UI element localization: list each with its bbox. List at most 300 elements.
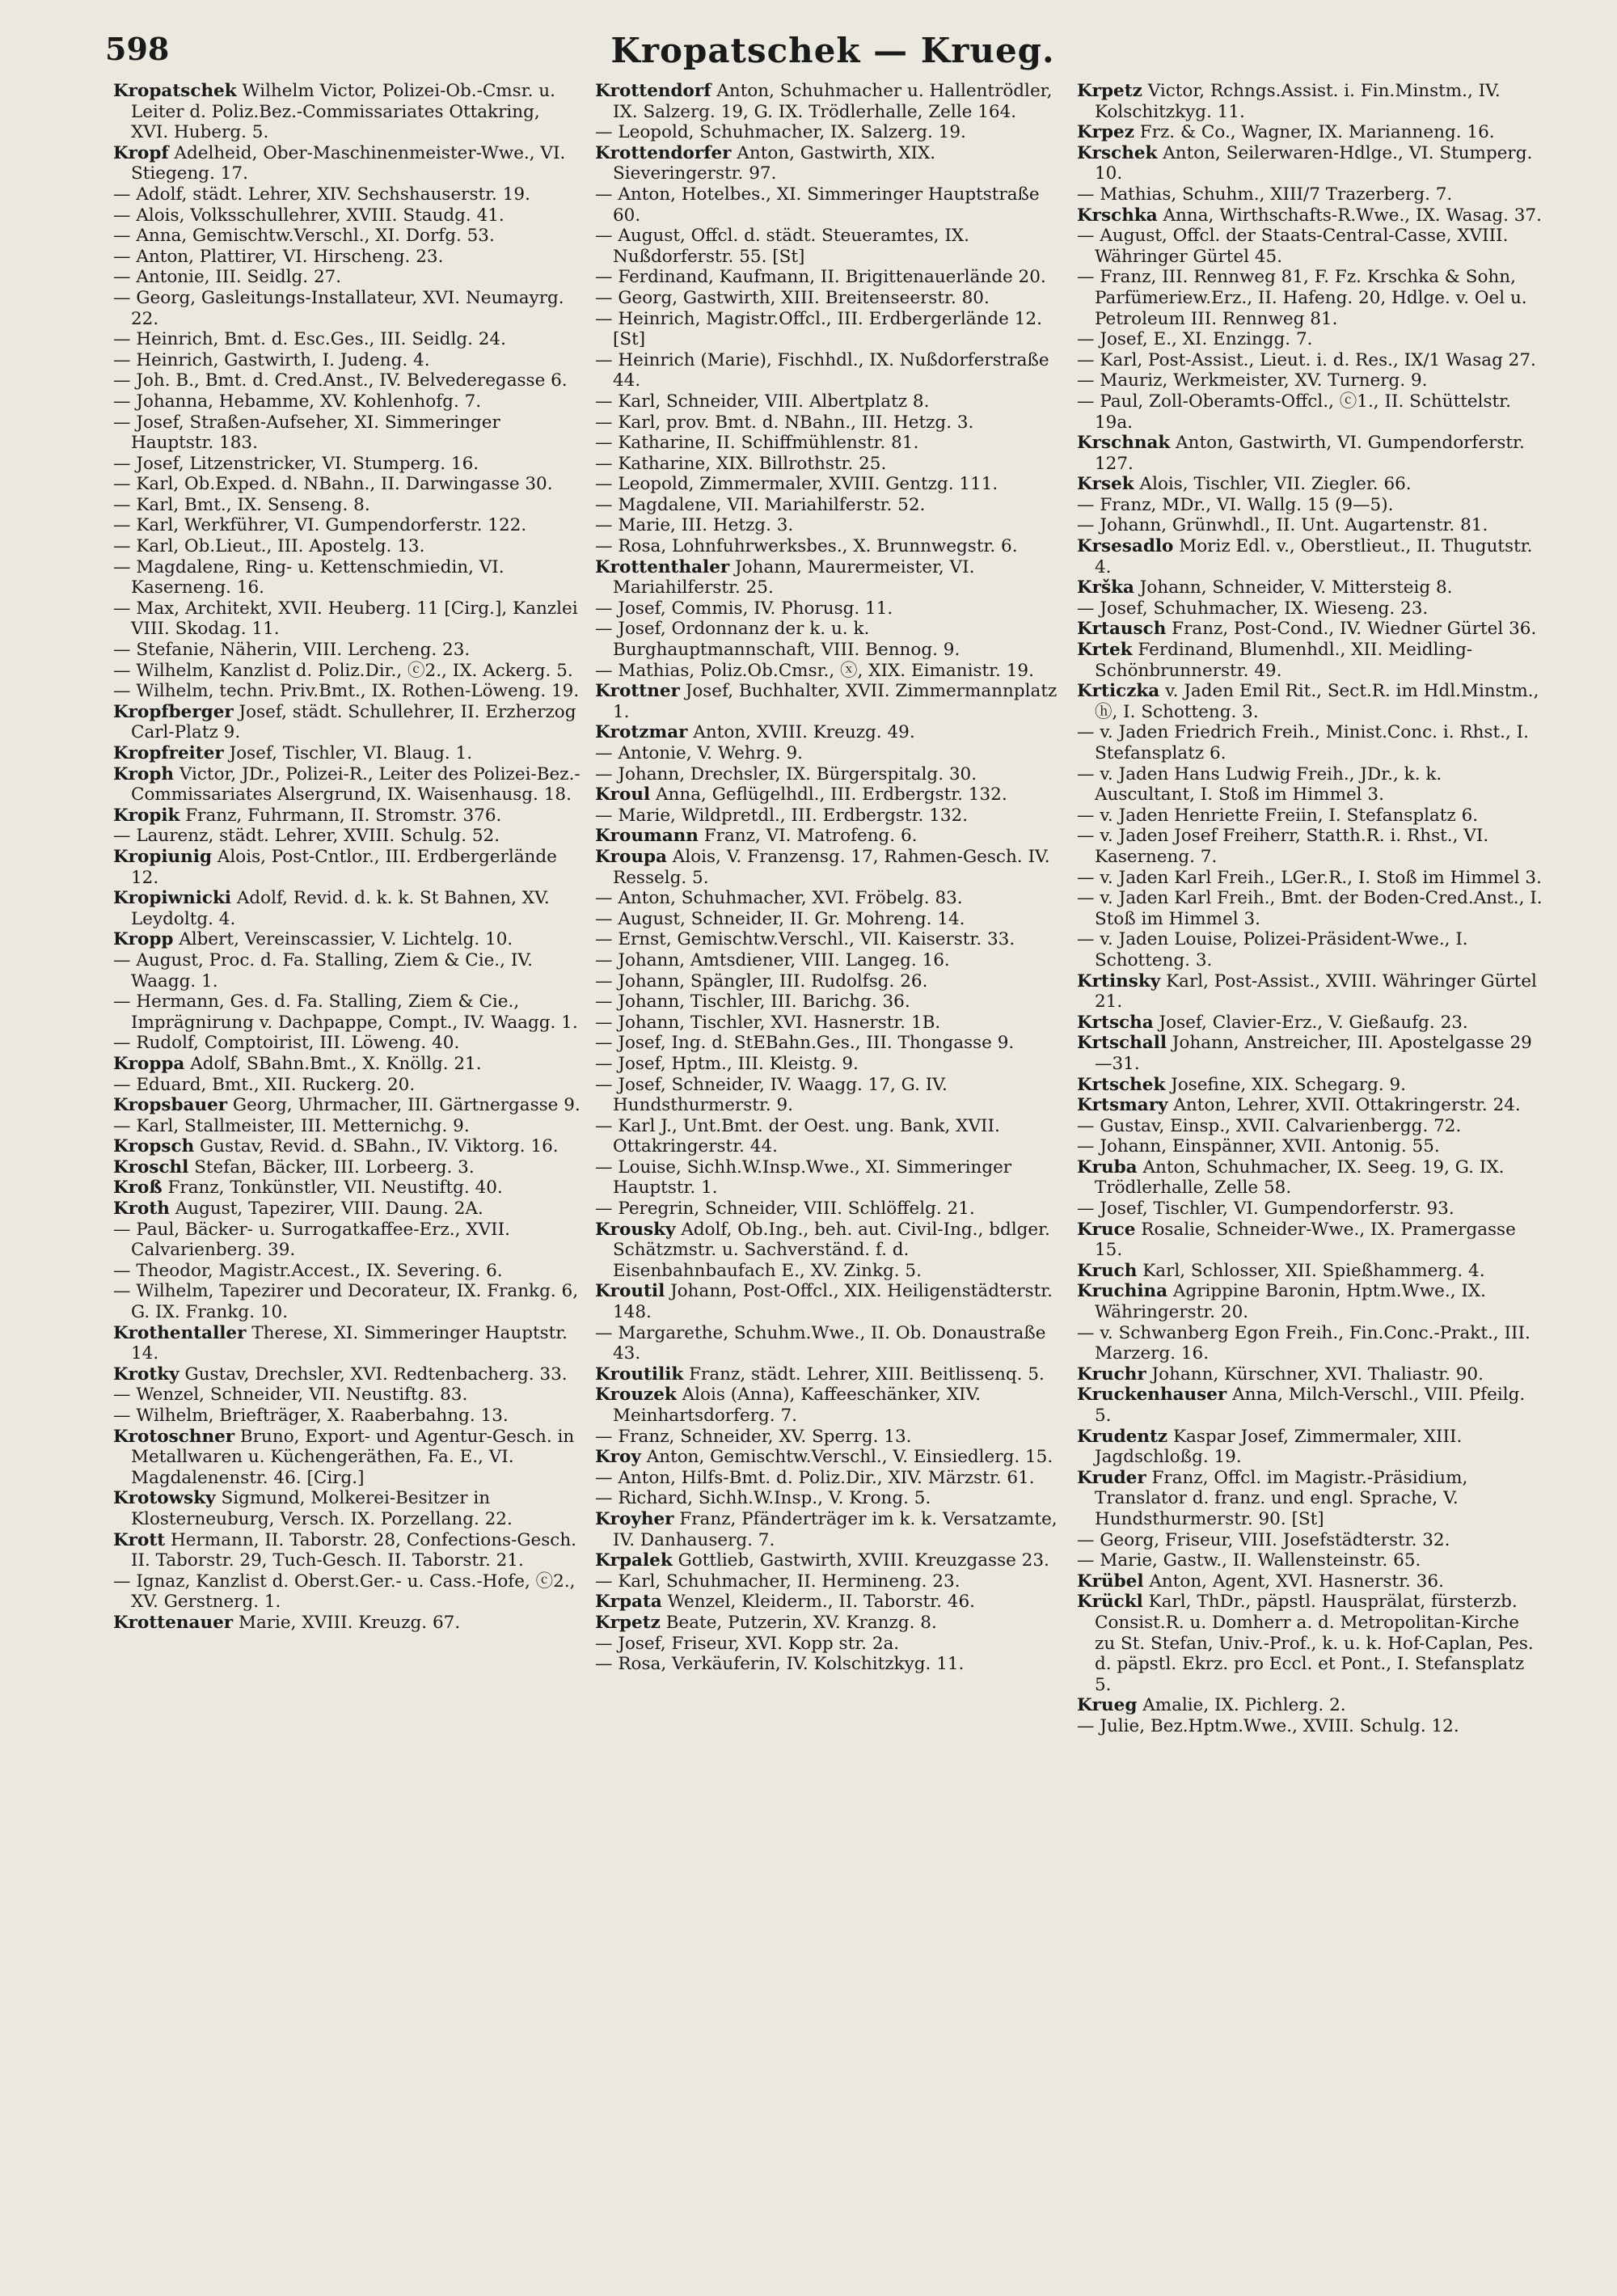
entry-details: Georg, Uhrmacher, III. Gärtnergasse 9.: [227, 1095, 581, 1116]
entry-details: — Ignaz, Kanzlist d. Oberst.Ger.- u. Cass.-Hofe, ⓒ2., XV. Gerstnerg. 1.: [113, 1571, 576, 1613]
directory-entry: [113, 515, 581, 536]
directory-entry: [113, 743, 581, 764]
entry-surname: Kroy: [595, 1447, 641, 1468]
entry-surname: Kropsbauer: [113, 1095, 228, 1116]
directory-entry: [113, 1613, 581, 1634]
entry-details: — Magdalene, Ring- u. Kettenschmiedin, VI. Kaserneng. 16.: [113, 556, 505, 598]
entry-details: Johann, Kürschner, XVI. Thaliastr. 90.: [1146, 1364, 1484, 1385]
directory-entry: [113, 1136, 581, 1157]
entry-details: — Rosa, Verkäuferin, IV. Kolschitzkyg. 11.: [595, 1654, 965, 1675]
entry-details: — v. Jaden Henriette Freiin, I. Stefansplatz 6.: [1077, 805, 1479, 826]
directory-entry: [595, 391, 1062, 412]
entry-details: — Joh. B., Bmt. d. Cred.Anst., IV. Belvederegasse 6.: [113, 370, 568, 391]
entry-surname: Krpalek: [595, 1550, 673, 1571]
entry-details: Amalie, IX. Pichlerg. 2.: [1137, 1695, 1346, 1716]
directory-entry: [113, 1281, 581, 1322]
entry-details: — Josef, Straßen-Aufseher, XI. Simmeringer Hauptstr. 183.: [113, 412, 500, 454]
directory-entry: [1077, 619, 1544, 640]
entry-details: — Heinrich, Bmt. d. Esc.Ges., III. Seidlg. 24.: [113, 329, 506, 350]
entry-details: — Wilhelm, Kanzlist d. Poliz.Dir., ⓒ2., IX. Ackerg. 5.: [113, 660, 573, 681]
directory-entry: [595, 350, 1062, 391]
entry-surname: Krška: [1077, 577, 1134, 598]
entry-details: — Josef, Ing. d. StEBahn.Ges., III. Thongasse 9.: [595, 1033, 1015, 1054]
directory-entry: [595, 598, 1062, 619]
entry-details: Gottlieb, Gastwirth, XVIII. Kreuzgasse 23.: [672, 1550, 1049, 1571]
entry-details: — Karl, prov. Bmt. d. NBahn., III. Hetzg. 3.: [595, 412, 974, 433]
directory-entry: [1077, 681, 1544, 722]
directory-entry: [113, 1054, 581, 1075]
directory-entry: [1077, 1323, 1544, 1364]
entry-details: Adelheid, Ober-Maschinenmeister-Wwe., VI. Stiegeng. 17.: [131, 142, 566, 184]
directory-entry: [1077, 764, 1544, 806]
entry-details: Ferdinand, Blumenhdl., XII. Meidling-Schönbrunnerstr. 49.: [1095, 640, 1473, 681]
entry-details: Marie, XVIII. Kreuzg. 67.: [233, 1612, 461, 1633]
entry-details: Anna, Wirthschafts-R.Wwe., IX. Wasag. 37.: [1157, 205, 1542, 226]
directory-entry: [1077, 81, 1544, 122]
entry-details: — Anna, Gemischtw.Verschl., XI. Dorfg. 53.: [113, 226, 495, 247]
entry-surname: Krsesadlo: [1077, 536, 1174, 557]
entry-surname: Krtausch: [1077, 619, 1167, 640]
entry-details: Karl, ThDr., päpstl. Hausprälat, fürsterzb. Consist.R. u. Domherr a. d. Metropolitan-Kirche zu St. Stefan, Univ.-Prof., k. u. k. Hof-Caplan, Pes. d. päpstl. Ekrz. pro Eccl. et Pont., I. Stefansplatz 5.: [1095, 1592, 1534, 1695]
directory-entry: [1077, 868, 1544, 889]
directory-entry: [1077, 1550, 1544, 1571]
entry-surname: Kruchina: [1077, 1281, 1168, 1302]
entry-details: Adolf, Revid. d. k. k. St Bahnen, XV. Leydoltg. 4.: [131, 888, 550, 929]
entry-details: — Magdalene, VII. Mariahilferstr. 52.: [595, 494, 926, 515]
directory-entry: [113, 391, 581, 412]
entry-surname: Krschka: [1077, 205, 1158, 226]
directory-entry: [113, 1427, 581, 1489]
entry-details: — Georg, Friseur, VIII. Josefstädterstr. 32.: [1077, 1529, 1450, 1550]
directory-entry: [113, 929, 581, 950]
directory-entry: [595, 267, 1062, 288]
entry-details: Alois, V. Franzensg. 17, Rahmen-Gesch. IV. Resselg. 5.: [613, 846, 1050, 888]
entry-details: — Johann, Grünwhdl., II. Unt. Augartenstr. 81.: [1077, 515, 1488, 536]
entry-surname: Krschnak: [1077, 433, 1171, 454]
directory-entry: [595, 412, 1062, 433]
entry-details: — Julie, Bez.Hptm.Wwe., XVIII. Schulg. 12.: [1077, 1715, 1459, 1736]
entry-surname: Krudentz: [1077, 1426, 1168, 1447]
entry-details: Franz, Post-Cond., IV. Wiedner Gürtel 36.: [1166, 619, 1537, 640]
entry-surname: Kroyher: [595, 1508, 674, 1529]
entry-details: — Josef, Commis, IV. Phorusg. 11.: [595, 598, 893, 619]
entry-details: Anton, Schuhmacher u. Hallentrödler, IX. Salzerg. 19, G. IX. Trödlerhalle, Zelle 164.: [613, 81, 1053, 122]
entry-surname: Krticzka: [1077, 681, 1160, 702]
entry-surname: Kropsch: [113, 1136, 195, 1157]
entry-details: Rosalie, Schneider-Wwe., IX. Pramergasse 15.: [1095, 1219, 1516, 1261]
entry-details: — Johann, Tischler, XVI. Hasnerstr. 1B.: [595, 1012, 941, 1033]
entry-surname: Krouzek: [595, 1385, 677, 1406]
directory-entry: [113, 1095, 581, 1116]
entry-details: Franz, Tonkünstler, VII. Neustiftg. 40.: [162, 1178, 503, 1199]
directory-entry: [1077, 370, 1544, 391]
directory-entry: [113, 226, 581, 247]
directory-entry: [1077, 1468, 1544, 1530]
entry-details: — Anton, Hotelbes., XI. Simmeringer Hauptstraße 60.: [595, 184, 1040, 226]
directory-entry: [595, 454, 1062, 475]
directory-entry: [595, 557, 1062, 598]
entry-details: — v. Jaden Friedrich Freih., Minist.Conc. i. Rhst., I. Stefansplatz 6.: [1077, 722, 1529, 763]
directory-entry: [113, 536, 581, 557]
directory-entry: [1077, 1033, 1544, 1074]
entry-details: Wilhelm Victor, Polizei-Ob.-Cmsr. u. Leiter d. Poliz.Bez.-Commissariates Ottakring, XVI. Huberg. 5.: [131, 81, 555, 143]
entry-details: Johann, Schneider, V. Mittersteig 8.: [1134, 577, 1453, 598]
entry-details: Hermann, II. Taborstr. 28, Confections-Gesch. II. Taborstr. 29, Tuch-Gesch. II. Taborstr. 21.: [131, 1529, 577, 1571]
directory-entry: [595, 929, 1062, 950]
column-2: [595, 81, 1062, 2281]
directory-entry: [1077, 1592, 1544, 1695]
entry-details: — Marie, Wildpretdl., III. Erdbergstr. 132.: [595, 805, 969, 826]
entry-details: Bruno, Export- und Agentur-Gesch. in Metallwaren u. Küchengeräthen, Fa. E., VI. Magdalenenstr. 46. [Cirg.]: [131, 1426, 575, 1488]
entry-details: — Katharine, II. Schiffmühlenstr. 81.: [595, 433, 919, 454]
directory-entry: [113, 1488, 581, 1529]
entry-details: — Richard, Sichh.W.Insp., V. Krong. 5.: [595, 1488, 931, 1509]
directory-entry: [595, 1385, 1062, 1426]
entry-details: — Heinrich (Marie), Fischhdl., IX. Nußdorferstraße 44.: [595, 349, 1049, 391]
entry-details: — Georg, Gastwirth, XIII. Breitenseerstr. 80.: [595, 287, 990, 308]
directory-entry: [1077, 1281, 1544, 1322]
directory-entry: [1077, 826, 1544, 867]
entry-details: — Paul, Bäcker- u. Surrogatkaffee-Erz., XVII. Calvarienberg. 39.: [113, 1219, 510, 1261]
entry-details: — Antonie, III. Seidlg. 27.: [113, 267, 342, 288]
entry-details: v. Jaden Emil Rit., Sect.R. im Hdl.Minstm., ⓗ, I. Schotteng. 3.: [1095, 681, 1539, 722]
directory-entry: [113, 1530, 581, 1571]
entry-details: — Josef, Litzenstricker, VI. Stumperg. 16.: [113, 453, 479, 474]
entry-details: Albert, Vereinscassier, V. Lichtelg. 10.: [173, 929, 513, 950]
entry-surname: Krottenauer: [113, 1612, 234, 1633]
entry-details: — Karl, Stallmeister, III. Metternichg. 9.: [113, 1115, 470, 1136]
directory-entry: [595, 909, 1062, 930]
entry-details: Johann, Post-Offcl., XIX. Heiligenstädterstr. 148.: [613, 1281, 1053, 1323]
entry-details: Anna, Milch-Verschl., VIII. Pfeilg. 5.: [1095, 1385, 1526, 1426]
entry-surname: Kruch: [1077, 1260, 1138, 1281]
directory-entry: [113, 598, 581, 640]
entry-details: Therese, XI. Simmeringer Hauptstr. 14.: [131, 1322, 568, 1364]
entry-details: — v. Jaden Josef Freiherr, Statth.R. i. Rhst., VI. Kaserneng. 7.: [1077, 826, 1489, 867]
directory-entry: [1077, 640, 1544, 681]
directory-entry: [595, 433, 1062, 454]
directory-entry: [595, 1509, 1062, 1550]
entry-details: Stefan, Bäcker, III. Lorbeerg. 3.: [188, 1156, 475, 1178]
entry-details: — Antonie, V. Wehrg. 9.: [595, 743, 803, 763]
directory-entry: [113, 1116, 581, 1137]
page-number: 598: [105, 31, 170, 67]
entry-details: — Johann, Drechsler, IX. Bürgerspitalg. 30.: [595, 763, 977, 784]
directory-entry: [595, 288, 1062, 309]
directory-entry: [113, 702, 581, 743]
directory-entry: [1077, 495, 1544, 516]
directory-entry: [595, 784, 1062, 806]
entry-details: — Josef, Schneider, IV. Waagg. 17, G. IV. Hundsthurmerstr. 9.: [595, 1074, 948, 1116]
directory-entry: [1077, 722, 1544, 763]
directory-entry: [113, 557, 581, 598]
entry-surname: Krtsmary: [1077, 1095, 1168, 1116]
directory-entry: [595, 515, 1062, 536]
entry-surname: Krsek: [1077, 474, 1134, 495]
entry-details: — Karl, Schuhmacher, II. Hermineng. 23.: [595, 1571, 960, 1592]
entry-details: — Josef, Friseur, XVI. Kopp str. 2a.: [595, 1633, 900, 1654]
entry-details: — Karl J., Unt.Bmt. der Oest. ung. Bank, XVII. Ottakringerstr. 44.: [595, 1115, 1000, 1157]
entry-details: — Karl, Schneider, VIII. Albertplatz 8.: [595, 391, 930, 412]
directory-entry: [595, 888, 1062, 909]
entry-details: Josefine, XIX. Schegarg. 9.: [1165, 1074, 1407, 1095]
directory-entry: [113, 454, 581, 475]
entry-details: — Franz, Schneider, XV. Sperrg. 13.: [595, 1426, 912, 1447]
entry-details: — Mathias, Poliz.Ob.Cmsr., ⓧ, XIX. Eimanistr. 19.: [595, 660, 1034, 681]
directory-entry: [113, 847, 581, 888]
directory-entry: [1077, 1571, 1544, 1592]
directory-entry: [595, 1220, 1062, 1282]
directory-entry: [1077, 515, 1544, 536]
entry-details: Franz, VI. Matrofeng. 6.: [698, 826, 918, 847]
entry-details: — Gustav, Einsp., XVII. Calvarienbergg. 72.: [1077, 1115, 1462, 1136]
entry-details: Karl, Post-Assist., XVIII. Währinger Gürtel 21.: [1095, 970, 1537, 1013]
entry-details: Agrippine Baronin, Hptm.Wwe., IX. Währingerstr. 20.: [1095, 1281, 1487, 1323]
entry-details: — Heinrich, Magistr.Offcl., III. Erdbergerlände 12. [St]: [595, 308, 1042, 350]
entry-surname: Kroutilik: [595, 1364, 684, 1385]
directory-entry: [595, 619, 1062, 660]
directory-entry: [1077, 598, 1544, 619]
directory-entry: [113, 495, 581, 516]
directory-entry: [1077, 1075, 1544, 1096]
directory-entry: [595, 806, 1062, 827]
directory-entry: [595, 661, 1062, 682]
page-header: [105, 31, 1560, 79]
directory-entry: [595, 826, 1062, 847]
entry-details: Franz, Offcl. im Magistr.-Präsidium, Translator d. franz. und engl. Sprache, V. Hundsthurmerstr. 90. [St]: [1095, 1467, 1468, 1529]
entry-surname: Kropfreiter: [113, 743, 224, 763]
entry-surname: Krotowsky: [113, 1488, 216, 1509]
directory-entry: [595, 1634, 1062, 1655]
directory-entry: [595, 950, 1062, 971]
entry-surname: Kroutil: [595, 1281, 665, 1302]
directory-entry: [113, 992, 581, 1033]
directory-entry: [595, 971, 1062, 992]
directory-entry: [595, 1157, 1062, 1199]
directory-entry: [1077, 1427, 1544, 1468]
directory-entry: [113, 329, 581, 350]
entry-details: — Mathias, Schuhm., XIII/7 Trazerberg. 7.: [1077, 184, 1453, 205]
entry-details: — August, Schneider, II. Gr. Mohreng. 14.: [595, 908, 965, 929]
entry-details: — Wilhelm, techn. Priv.Bmt., IX. Rothen-Löweng. 19.: [113, 681, 580, 702]
entry-details: — Franz, MDr., VI. Wallg. 15 (9—5).: [1077, 494, 1394, 515]
directory-entry: [1077, 971, 1544, 1013]
entry-surname: Krottendorf: [595, 81, 711, 101]
entry-details: Johann, Maurermeister, VI. Mariahilferstr. 25.: [613, 556, 975, 598]
directory-entry: [113, 1178, 581, 1199]
entry-surname: Kruder: [1077, 1467, 1146, 1488]
entry-details: — Josef, E., XI. Enzingg. 7.: [1077, 329, 1313, 350]
entry-surname: Krückl: [1077, 1592, 1143, 1613]
entry-details: Adolf, SBahn.Bmt., X. Knöllg. 21.: [184, 1053, 482, 1074]
directory-entry: [113, 1033, 581, 1054]
directory-entry: [113, 474, 581, 495]
entry-surname: Krott: [113, 1529, 166, 1550]
entry-details: Victor, Rchngs.Assist. i. Fin.Minstm., IV. Kolschitzkyg. 11.: [1095, 81, 1501, 122]
directory-entry: [113, 205, 581, 226]
directory-entry: [595, 1654, 1062, 1675]
directory-entry: [113, 1571, 581, 1613]
directory-entry: [1077, 806, 1544, 827]
entry-details: — Franz, III. Rennweg 81, F. Fz. Krschka & Sohn, Parfümeriew.Erz., II. Hafeng. 20, Hdlge. v. Oel u. Petroleum III. Rennweg 81.: [1077, 267, 1527, 329]
directory-entry: [595, 1033, 1062, 1054]
entry-details: Josef, Clavier-Erz., V. Gießaufg. 23.: [1153, 1012, 1468, 1033]
directory-entry: [595, 992, 1062, 1013]
entry-surname: Kropfberger: [113, 701, 234, 722]
entry-surname: Krpetz: [1077, 81, 1142, 101]
directory-entry: [1077, 122, 1544, 143]
directory-entry: [113, 826, 581, 847]
entry-details: — Karl, Werkführer, VI. Gumpendorferstr. 122.: [113, 515, 527, 536]
entry-details: — Paul, Zoll-Oberamts-Offcl., ⓒ1., II. Schüttelstr. 19a.: [1077, 391, 1511, 433]
directory-entry: [595, 1427, 1062, 1448]
directory-entry: [1077, 474, 1544, 495]
directory-entry: [113, 661, 581, 682]
directory-entry: [595, 184, 1062, 226]
directory-entry: [113, 81, 581, 143]
directory-entry: [1077, 1716, 1544, 1737]
entry-surname: Kropatschek: [113, 81, 237, 101]
entry-details: Wenzel, Kleiderm., II. Taborstr. 46.: [661, 1592, 975, 1613]
entry-details: — Ferdinand, Kaufmann, II. Brigittenauerlände 20.: [595, 267, 1046, 288]
directory-entry: [595, 536, 1062, 557]
column-3: [1077, 81, 1544, 2281]
directory-entry: [1077, 1136, 1544, 1157]
directory-entry: [595, 309, 1062, 350]
entry-details: — Johann, Tischler, III. Barichg. 36.: [595, 992, 910, 1013]
directory-entry: [1077, 929, 1544, 970]
entry-details: Anton, Lehrer, XVII. Ottakringerstr. 24.: [1167, 1095, 1521, 1116]
directory-entry: [595, 1571, 1062, 1592]
entry-details: Josef, Buchhalter, XVII. Zimmermannplatz 1.: [613, 681, 1058, 722]
directory-entry: [1077, 1530, 1544, 1551]
entry-details: — Leopold, Schuhmacher, IX. Salzerg. 19.: [595, 122, 966, 143]
directory-entry: [1077, 350, 1544, 371]
directory-entry: [113, 764, 581, 806]
directory-entry: [113, 806, 581, 827]
entry-details: — Max, Architekt, XVII. Heuberg. 11 [Cirg.], Kanzlei VIII. Skodag. 11.: [113, 598, 578, 640]
directory-entry: [113, 247, 581, 268]
entry-surname: Krschek: [1077, 142, 1158, 163]
directory-entry: [113, 950, 581, 992]
directory-entry: [1077, 1157, 1544, 1199]
entry-details: — v. Jaden Hans Ludwig Freih., JDr., k. k. Auscultant, I. Stoß im Himmel 3.: [1077, 763, 1442, 806]
entry-details: — Josef, Ordonnanz der k. u. k. Burghauptmannschaft, VIII. Bennog. 9.: [595, 619, 960, 661]
entry-details: — Stefanie, Näherin, VIII. Lercheng. 23.: [113, 640, 471, 661]
entry-details: — Johann, Einspänner, XVII. Antonig. 55.: [1077, 1136, 1440, 1157]
entry-details: — Karl, Bmt., IX. Senseng. 8.: [113, 494, 370, 515]
entry-details: Karl, Schlosser, XII. Spießhammerg. 4.: [1137, 1260, 1485, 1281]
directory-entry: [595, 1364, 1062, 1385]
directory-entry: [595, 847, 1062, 888]
directory-entry: [113, 1406, 581, 1427]
entry-surname: Krousky: [595, 1219, 676, 1240]
entry-details: — Georg, Gasleitungs-Installateur, XVI. Neumayrg. 22.: [113, 287, 564, 329]
entry-details: — Theodor, Magistr.Accest., IX. Severing. 6.: [113, 1260, 503, 1281]
running-title: Kropatschek — Krueg.: [610, 31, 1055, 70]
entry-details: — Margarethe, Schuhm.Wwe., II. Ob. Donaustraße 43.: [595, 1322, 1046, 1364]
entry-details: — Wilhelm, Briefträger, X. Raaberbahng. 13.: [113, 1406, 509, 1426]
directory-entry: [113, 888, 581, 929]
entry-surname: Krotky: [113, 1364, 179, 1385]
entry-details: Anton, Gemischtw.Verschl., V. Einsiedlerg. 15.: [640, 1447, 1053, 1468]
entry-details: Alois, Post-Cntlor., III. Erdbergerlände 12.: [131, 846, 557, 888]
entry-surname: Kropiwnicki: [113, 888, 232, 909]
entry-surname: Krtek: [1077, 640, 1133, 661]
entry-surname: Krtschek: [1077, 1074, 1166, 1095]
entry-surname: Krpetz: [595, 1612, 661, 1633]
entry-details: Anton, XVIII. Kreuzg. 49.: [687, 722, 915, 743]
entry-details: Moriz Edl. v., Oberstlieut., II. Thugutstr. 4.: [1095, 536, 1533, 577]
entry-details: — Karl, Post-Assist., Lieut. i. d. Res., IX/1 Wasag 27.: [1077, 349, 1536, 370]
entry-details: — Johann, Amtsdiener, VIII. Langeg. 16.: [595, 949, 950, 970]
entry-surname: Kroul: [595, 784, 651, 806]
entry-surname: Krtscha: [1077, 1012, 1154, 1033]
entry-details: — v. Jaden Karl Freih., Bmt. der Boden-Cred.Anst., I. Stoß im Himmel 3.: [1077, 888, 1543, 929]
entry-surname: Kroumann: [595, 826, 699, 847]
entry-details: — Karl, Ob.Lieut., III. Apostelg. 13.: [113, 536, 425, 557]
directory-entry: [595, 743, 1062, 764]
directory-entry: [595, 764, 1062, 785]
directory-entry: [113, 350, 581, 371]
entry-details: Franz, Pfänderträger im k. k. Versatzamte, IV. Danhauserg. 7.: [613, 1508, 1058, 1550]
directory-entry: [595, 143, 1062, 184]
column-1: [113, 81, 581, 2281]
entry-details: — Alois, Volksschullehrer, XVIII. Staudg. 41.: [113, 205, 505, 226]
entry-details: Josef, städt. Schullehrer, II. Erzherzog Carl-Platz 9.: [131, 701, 576, 743]
directory-entry: [113, 1199, 581, 1220]
directory-entry: [1077, 1385, 1544, 1426]
entry-details: — Laurenz, städt. Lehrer, XVIII. Schulg. 52.: [113, 826, 500, 847]
entry-surname: Krottenthaler: [595, 556, 730, 577]
entry-details: Frz. & Co., Wagner, IX. Marianneng. 16.: [1134, 122, 1495, 143]
directory-entry: [1077, 205, 1544, 226]
directory-entry: [595, 1054, 1062, 1075]
directory-entry: [113, 412, 581, 454]
entry-details: — Hermann, Ges. d. Fa. Stalling, Ziem & Cie., Imprägnirung v. Dachpappe, Compt., IV. Waagg. 1.: [113, 992, 578, 1033]
directory-entry: [1077, 433, 1544, 474]
directory-entry: [595, 1550, 1062, 1571]
entry-details: Josef, Tischler, VI. Blaug. 1.: [223, 743, 473, 763]
entry-details: — Ernst, Gemischtw.Verschl., VII. Kaiserstr. 33.: [595, 929, 1015, 950]
directory-entry: [1077, 1095, 1544, 1116]
directory-entry: [595, 1592, 1062, 1613]
directory-entry: [113, 370, 581, 391]
entry-details: — Wenzel, Schneider, VII. Neustiftg. 83.: [113, 1385, 468, 1406]
entry-details: — Josef, Tischler, VI. Gumpendorferstr. 93.: [1077, 1199, 1454, 1220]
entry-surname: Kruckenhauser: [1077, 1385, 1227, 1406]
entry-surname: Krottner: [595, 681, 680, 702]
directory-entry: [1077, 1199, 1544, 1220]
entry-details: — Rudolf, Comptoirist, III. Löweng. 40.: [113, 1033, 460, 1054]
entry-surname: Kroppa: [113, 1053, 185, 1074]
entry-details: — August, Offcl. d. städt. Steueramtes, IX. Nußdorferstr. 55. [St]: [595, 226, 969, 267]
directory-entry: [595, 1281, 1062, 1322]
entry-details: Franz, Fuhrmann, II. Stromstr. 376.: [179, 805, 502, 826]
directory-entry: [113, 1364, 581, 1385]
directory-entry: [113, 681, 581, 702]
entry-surname: Krpez: [1077, 122, 1134, 143]
entry-details: Adolf, Ob.Ing., beh. aut. Civil-Ing., bdlger. Schätzmstr. u. Sachverständ. f. d. Eisenbahnbaufach E., XV. Zinkg. 5.: [613, 1219, 1050, 1281]
directory-entry: [1077, 226, 1544, 267]
directory-entry: [595, 474, 1062, 495]
entry-surname: Krottendorfer: [595, 142, 732, 163]
entry-surname: Krotoschner: [113, 1426, 235, 1447]
directory-entry: [595, 681, 1062, 722]
directory-entry: [595, 1488, 1062, 1509]
entry-details: — Johann, Spängler, III. Rudolfsg. 26.: [595, 970, 928, 992]
entry-details: Alois (Anna), Kaffeeschänker, XIV. Meinhartsdorferg. 7.: [613, 1385, 982, 1426]
